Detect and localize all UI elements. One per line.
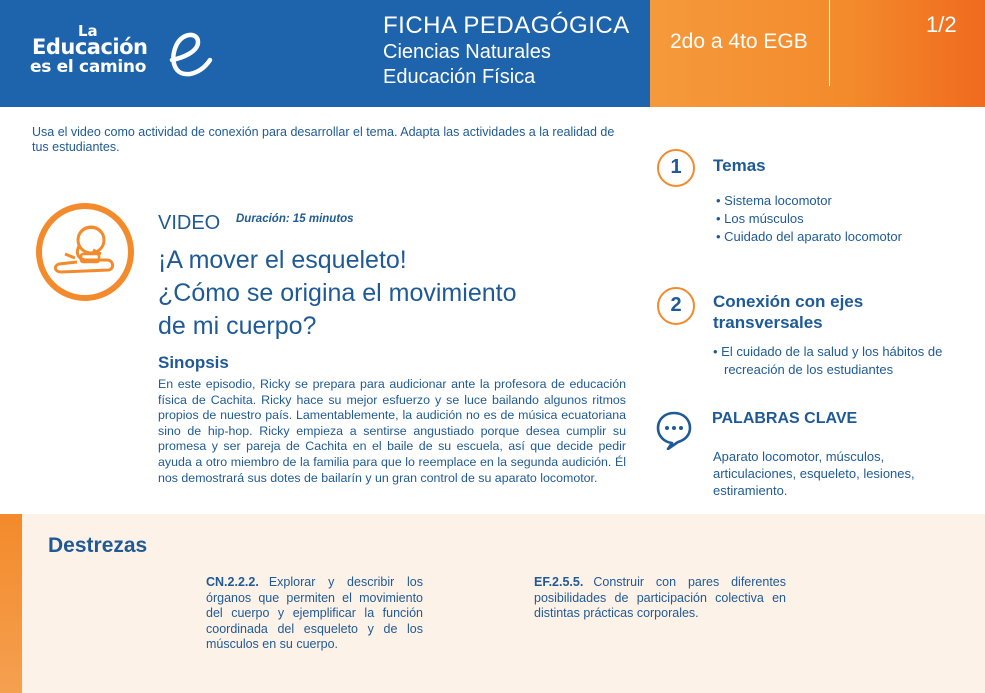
skill-text: Explorar y describir los órganos que permiten el movimiento del cuerpo y ejemplificar la función coordinada del esqueleto y de los músculos en su cuerpo. (206, 575, 423, 651)
logo-swirl-icon (164, 26, 214, 82)
grade-label: 2do a 4to EGB (670, 30, 808, 53)
list-item: • Sistema locomotor (716, 192, 902, 210)
subject-2: Educación Física (383, 66, 536, 88)
logo-line3: es el camino (30, 57, 147, 77)
conexion-heading-line2: transversales (713, 313, 823, 332)
skill-text: Construir con pares diferentes posibilidades de participación colectiva en distintas prácticas corporales. (534, 575, 786, 620)
logo-line1: La (78, 22, 98, 40)
palabras-clave-text: Aparato locomotor, músculos, articulaciones, esqueleto, lesiones, estiramiento. (713, 449, 915, 498)
conexion-list (713, 343, 968, 379)
list-item: • Los músculos (716, 210, 902, 228)
skill-code: CN.2.2.2. (206, 575, 259, 589)
conexion-heading-line1: Conexión con ejes (713, 292, 864, 311)
conexion-heading (713, 291, 863, 333)
page-title: FICHA PEDAGÓGICA (383, 12, 630, 39)
temas-list (716, 192, 902, 246)
video-duration: Duración: 15 minutos (236, 213, 354, 225)
conexion-number-badge: 2 (657, 287, 695, 325)
video-label: VIDEO (158, 212, 221, 234)
skill-item (206, 575, 423, 653)
list-item: • El cuidado de la salud y los hábitos de recreación de los estudiantes (713, 343, 968, 379)
logo (30, 18, 220, 90)
video-title (158, 244, 608, 343)
list-item: • Cuidado del aparato locomotor (716, 228, 902, 246)
subject-1: Ciencias Naturales (383, 41, 551, 63)
temas-number-badge: 1 (657, 149, 695, 187)
page-number: 1/2 (926, 12, 957, 37)
destrezas-panel (0, 514, 985, 693)
chat-bubble-icon (656, 410, 692, 450)
header-title-block (383, 12, 630, 90)
logo-line2: Educación (32, 35, 148, 59)
video-title-line2: ¿Cómo se origina el movimiento (158, 279, 517, 307)
video-character-icon (35, 202, 135, 302)
palabras-clave-heading: PALABRAS CLAVE (712, 410, 858, 427)
header (0, 0, 985, 107)
video-title-line3: de mi cuerpo? (158, 312, 317, 340)
intro-text: Usa el video como actividad de conexión para desarrollar el tema. Adapta las actividades a la realidad de tus estudiantes. (32, 125, 615, 154)
skill-code: EF.2.5.5. (534, 575, 584, 589)
sinopsis-heading: Sinopsis (158, 353, 229, 372)
sinopsis-text: En este episodio, Ricky se prepara para audicionar ante la profesora de educación física de Cachita. Ricky hace su mejor esfuerzo y se luce bailando algunos ritmos propios de nuestro país. Lamentablemente, la audición no es de música ecuatoriana sino de hip-hop. Ricky empieza a sentirse angustiado porque desea cumplir su promesa y ser pareja de Cachita en el baile de su escuela, así que decide pedir ayuda a otro miembro de la familia para que lo reemplace en la segunda audición. Él nos demostrará sus dotes de bailarín y un gran control de su aparato locomotor. (158, 377, 626, 485)
header-divider (829, 0, 830, 86)
temas-heading: Temas (713, 156, 766, 175)
video-title-line1: ¡A mover el esqueleto! (158, 246, 407, 274)
destrezas-heading: Destrezas (48, 534, 148, 557)
destrezas-accent-bar (0, 514, 22, 693)
skill-item (534, 575, 786, 622)
